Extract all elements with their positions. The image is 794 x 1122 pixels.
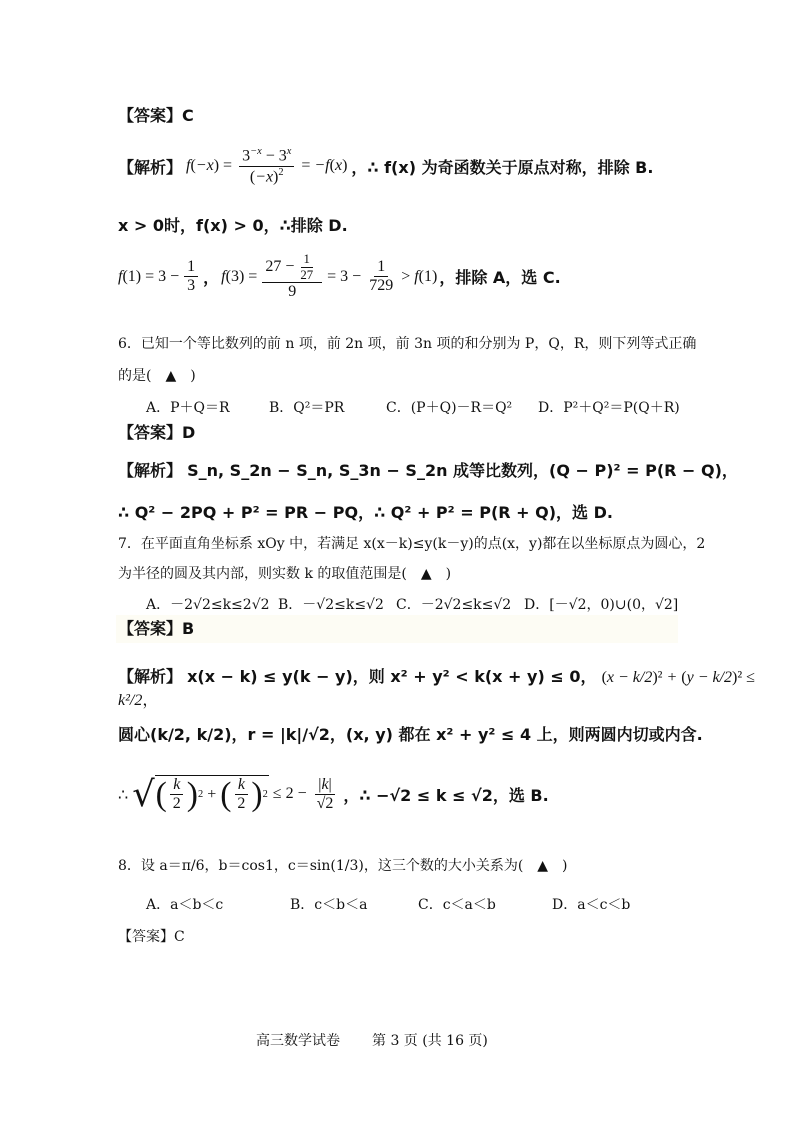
q7-option-a: A．－2√2≤k≤2√2 bbox=[146, 597, 270, 613]
analysis-text: S_n, S_2n − S_n, S_3n − S_2n 成等比数列，(Q − P)² = P(R − Q)， bbox=[187, 461, 738, 480]
q8-options bbox=[0, 894, 794, 914]
analysis-label: 【解析】 bbox=[118, 157, 183, 177]
sqrt-expression: √ ( $\frac{k}{2}$ ) 2 + ( $\frac{k}{2}$ ) 2 bbox=[132, 773, 268, 815]
q6-stem-line2: 的是( ▲ ) bbox=[118, 368, 196, 384]
analysis-text: x(x − k) ≤ y(k − y)，则 x² + y² < k(x + y) ≤ 0， bbox=[187, 667, 597, 686]
q8-option-c: C．c＜a＜b bbox=[418, 897, 496, 913]
q5-analysis-line2: x > 0时，f(x) > 0，∴排除 D. bbox=[118, 216, 348, 235]
q5-analysis-line3: f(1) = 3 − $\frac{1}{3}$ ， f(3) = 27 − $\frac{1}{27}$ 9 = 3 − $\frac{1}{729}$ > f(1) ，排除 A，选 C. bbox=[118, 252, 561, 301]
q7-analysis-line2: 圆心(k/2, k/2)，r = |k|/√2，(x, y) 都在 x² + y² ≤ 4 上，则两圆内切或内含. bbox=[118, 725, 703, 744]
analysis-text: ，∴ −√2 ≤ k ≤ √2，选 B. bbox=[343, 785, 549, 805]
q6-analysis-line2: ∴ Q² − 2PQ + P² = PR − PQ，∴ Q² + P² = P(R + Q)，选 D. bbox=[118, 503, 613, 522]
q7-stem-line1: 7．在平面直角坐标系 xOy 中，若满足 x(x－k)≤y(k－y)的点(x，y)都在以坐标原点为圆心，2 bbox=[118, 536, 706, 552]
q6-options bbox=[0, 397, 794, 417]
fraction: $\frac{3^{-x} - 3^x}{(-x)^2}$ bbox=[239, 146, 294, 186]
q5-answer bbox=[118, 103, 794, 126]
q7-answer bbox=[116, 615, 678, 643]
q7-stem-line2: 为半径的圆及其内部，则实数 k 的取值范围是( ▲ ) bbox=[118, 566, 452, 582]
analysis-text: ，排除 A，选 C. bbox=[439, 268, 561, 288]
q6-analysis-line1 bbox=[118, 458, 794, 481]
q6-option-d: D．P²＋Q²＝P(Q＋R) bbox=[538, 400, 680, 416]
q8-option-a: A．a＜b＜c bbox=[146, 897, 224, 913]
answer-label: 【答案】 bbox=[118, 423, 183, 442]
q8-stem: 8．设 a＝π/6，b＝cos1，c＝sin(1/3)，这三个数的大小关系为( ▲ ) bbox=[118, 858, 568, 874]
answer-label: 【答案】 bbox=[118, 106, 183, 125]
answer-label: 【答案】 bbox=[118, 619, 183, 638]
q6-option-a: A．P＋Q＝R bbox=[146, 400, 230, 416]
q8-option-b: B．c＜b＜a bbox=[290, 897, 368, 913]
analysis-text: ，∴ f(x) 为奇函数关于原点对称，排除 B. bbox=[351, 157, 654, 177]
formula: f(−x) = bbox=[186, 157, 233, 175]
answer-value: D bbox=[182, 423, 196, 442]
analysis-label: 【解析】 bbox=[118, 667, 183, 686]
q7-option-d: D．[－√2，0)∪(0，√2] bbox=[524, 597, 679, 613]
q7-option-c: C．－2√2≤k≤√2 bbox=[396, 597, 512, 613]
q7-analysis-line1 bbox=[118, 664, 794, 710]
q8-option-d: D．a＜c＜b bbox=[552, 897, 631, 913]
footer-page-number: 第 3 页 (共 16 页) bbox=[372, 1033, 488, 1049]
q7-options bbox=[0, 594, 794, 614]
q6-option-c: C．(P＋Q)－R＝Q² bbox=[386, 400, 513, 416]
q6-option-b: B．Q²＝PR bbox=[269, 400, 345, 416]
q8-answer: 【答案】C bbox=[118, 929, 185, 945]
analysis-label: 【解析】 bbox=[118, 461, 183, 480]
q7-option-b: B．－√2≤k≤√2 bbox=[278, 597, 384, 613]
circle-equation: (x − k/2)² + (y − k/2)² ≤ k²/2， bbox=[118, 669, 755, 709]
answer-value: B bbox=[182, 619, 195, 638]
q6-stem-line1: 6．已知一个等比数列的前 n 项，前 2n 项，前 3n 项的和分别为 P，Q，R，则下列等式正确 bbox=[118, 336, 697, 352]
q6-answer bbox=[118, 420, 794, 443]
q7-analysis-line3: ∴ √ ( $\frac{k}{2}$ ) 2 + ( $\frac{k}{2}$ ) 2 ≤ 2 − $\frac{|k|}{√2}$ ，∴ −√2 ≤ k ≤ √2，选 B. bbox=[118, 773, 549, 815]
footer-title: 高三数学试卷 bbox=[256, 1033, 340, 1049]
answer-value: C bbox=[182, 106, 194, 125]
q5-analysis-line1: 【解析】 f(−x) = $\frac{3^{-x} - 3^x}{(-x)^2}$ = −f(x) ，∴ f(x) 为奇函数关于原点对称，排除 B. bbox=[118, 146, 654, 186]
